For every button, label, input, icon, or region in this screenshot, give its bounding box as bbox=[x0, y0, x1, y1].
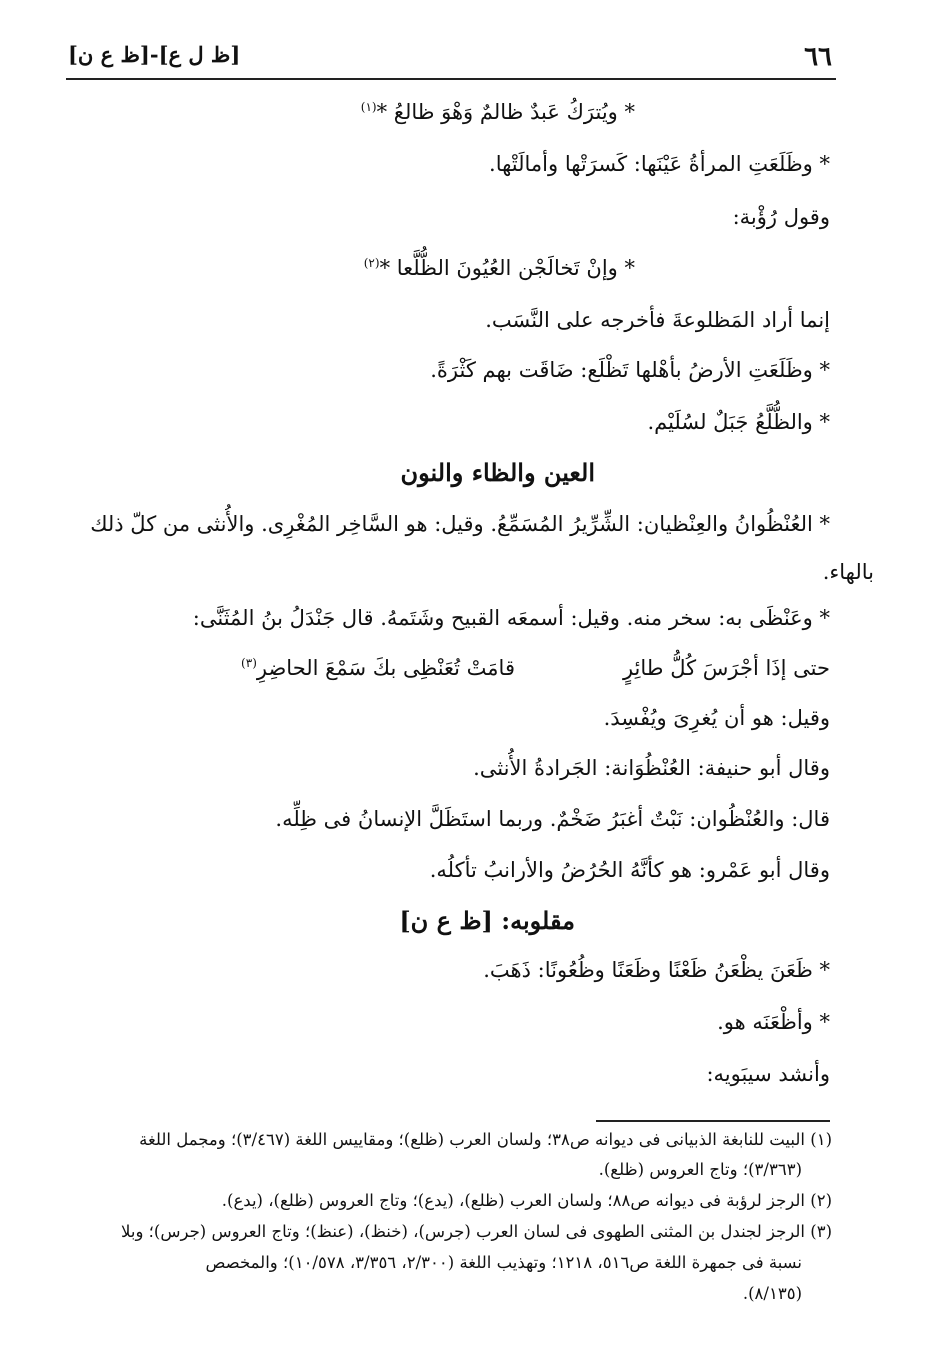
text-line-5: إنما أراد المَظلوعةَ فأخرجه على النَّسَب. bbox=[485, 308, 830, 332]
text-line-12: وقال أبو حنيفة: العُنْظُوَانة: الجَرادةُ الأُنثى. bbox=[473, 756, 830, 780]
text-line-7: * والظُّلَّعُ جَبَلٌ لسُلَيْم. bbox=[647, 410, 830, 434]
verse-line-4 bbox=[364, 256, 635, 280]
header-rule bbox=[66, 78, 836, 80]
verse-text: قامَتْ تُعَنْظِى بكَ سَمْعَ الحاضِرِ bbox=[256, 656, 515, 680]
verse-text: * ويُترَكُ عَبدٌ ظالمٌ وَهْوَ ظالعُ * bbox=[376, 100, 635, 124]
text-line-11: وقيل: هو أن يُغرِىَ ويُفْسِدَ. bbox=[603, 706, 830, 730]
verse-second-hemistich bbox=[241, 656, 515, 680]
footnote-1-line-1: (١) البيت للنابغة الذبيانى فى ديوانه ص٣٨؛ ولسان العرب (ظلع)؛ ومقاييس اللغة (٣/٤٦٧)؛ ومجمل اللغة bbox=[139, 1130, 832, 1149]
page-root-label: [ظ ل ع]-[ظ ع ن] bbox=[68, 42, 241, 67]
text-line-14: وقال أبو عَمْرو: هو كأنَّهُ الحُرُضُ والأرانبُ تأكلُه. bbox=[429, 858, 830, 882]
footnote-2: (٢) الرجز لرؤبة فى ديوانه ص٨٨؛ ولسان العرب (ظلع)، (يدع)؛ وتاج العروس (ظلع)، (يدع). bbox=[221, 1191, 832, 1210]
text-line-10: * وعَنْظَى به: سخر منه. وقيل: أسمعَه القبيح وشَتَمهُ. قال جَنْدَلُ بنُ المُثَنَّى: bbox=[192, 606, 830, 630]
text-line-13: قال: والعُنْظُوان: نَبْتٌ أغبَرُ ضَخْمٌ. وربما استَظَلَّ الإنسانُ فى ظِلِّه. bbox=[275, 807, 830, 831]
text-line-9: بالهاء. bbox=[822, 560, 874, 584]
verse-text: * وإنْ تَخالَجْن العُيُونَ الظُّلَّعا * bbox=[379, 256, 635, 280]
section-heading-ayn-za-nun: العين والظاء والنون bbox=[400, 458, 595, 487]
footnote-ref-1: (١) bbox=[360, 100, 377, 114]
section-heading-maqlub: مقلوبه: [ظ ع ن] bbox=[399, 906, 575, 935]
text-line-17: وأنشد سيبَويه: bbox=[706, 1062, 830, 1086]
text-line-2: * وظَلَعَتِ المرأةُ عَيْنَها: كَسرَتْها وأمالَتْها. bbox=[489, 152, 830, 176]
footnote-1-line-2: (٣/٣٦٣)؛ وتاج العروس (ظلع). bbox=[598, 1160, 802, 1179]
text-line-16: * وأظْعَنَه هو. bbox=[717, 1010, 830, 1034]
footnote-3-line-3: (٨/١٣٥). bbox=[742, 1284, 802, 1303]
footnote-rule bbox=[596, 1120, 830, 1122]
text-line-3: وقول رُؤْبة: bbox=[732, 205, 830, 229]
footnote-3-line-2: نسبة فى جمهرة اللغة ص٥١٦، ١٢١٨؛ وتهذيب اللغة (٢/٣٠٠، ٣/٣٥٦، ١٠/٥٧٨)؛ والمخصص bbox=[205, 1253, 802, 1272]
verse-line-1 bbox=[361, 100, 635, 124]
text-line-15: * ظَعَنَ يظْعَنُ ظَعْنًا وظَعَنًا وظُعُونًا: ذَهَبَ. bbox=[483, 958, 830, 982]
verse-first-hemistich: حتى إذَا أجْرَسَ كُلُّ طائِرٍ bbox=[622, 656, 830, 680]
footnote-ref-3: (٣) bbox=[241, 656, 257, 670]
text-line-8: * العُنْظُوانُ والعِنْظيان: الشِّرِّيرُ المُسَمِّعُ. وقيل: هو السَّاخِر المُغْرِى. والأُنثى من كلّ ذلك bbox=[90, 512, 830, 536]
footnote-3-line-1: (٣) الرجز لجندل بن المثنى الطهوى فى لسان العرب (جرس)، (خنظ)، (عنظ)؛ وتاج العروس (جرس)؛ وبلا bbox=[121, 1222, 832, 1241]
text-line-6: * وظَلَعَتِ الأرضُ بأهْلها تَظْلَع: ضَاقَت بهم كَثْرَةً. bbox=[430, 358, 830, 382]
footnote-ref-2: (٢) bbox=[363, 256, 380, 270]
page-number: ٦٦ bbox=[804, 42, 832, 72]
